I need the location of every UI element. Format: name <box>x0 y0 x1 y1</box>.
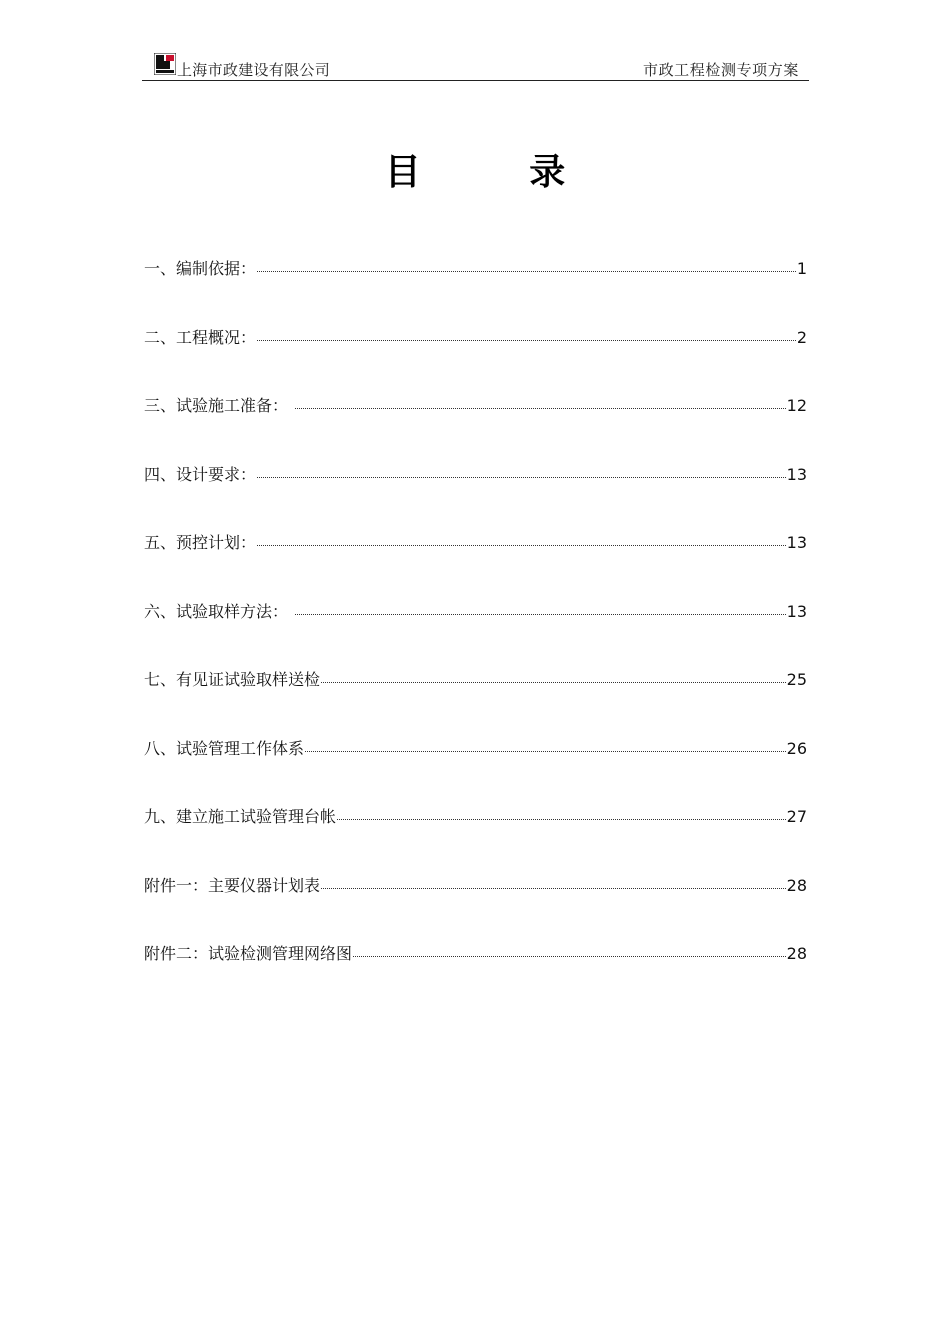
toc-entry-title: 一、编制依据： <box>144 259 257 278</box>
toc-page-number: 12 <box>786 396 807 415</box>
toc-page-number: 28 <box>786 876 807 895</box>
dot-leader <box>321 888 786 889</box>
toc-entry-title: 附件一：主要仪器计划表 <box>144 876 321 895</box>
toc-entry[interactable] <box>144 393 807 421</box>
dot-leader <box>257 545 786 546</box>
toc-entry-title: 五、预控计划： <box>144 533 257 552</box>
document-title: 市政工程检测专项方案 <box>642 61 799 79</box>
dot-leader <box>337 819 786 820</box>
toc-page-number: 25 <box>786 670 807 689</box>
page-header <box>142 50 809 81</box>
toc-page-number: 28 <box>786 944 807 963</box>
toc-page-number: 27 <box>786 807 807 826</box>
dot-leader <box>305 751 786 752</box>
toc-entry[interactable] <box>144 804 807 832</box>
company-logo-icon <box>154 53 176 75</box>
company-name: 上海市政建设有限公司 <box>177 61 331 79</box>
dot-leader <box>257 340 796 341</box>
toc-page-number: 1 <box>796 259 807 278</box>
toc-entry[interactable] <box>144 667 807 695</box>
toc-entry-title: 九、建立施工试验管理台帐 <box>144 807 337 826</box>
toc-entry-title: 三、试验施工准备： <box>144 396 289 415</box>
toc-entry[interactable] <box>144 941 807 969</box>
toc-entry-title: 四、设计要求： <box>144 465 257 484</box>
toc-entry[interactable] <box>144 530 807 558</box>
toc-entry[interactable] <box>144 873 807 901</box>
toc-entry[interactable] <box>144 736 807 764</box>
dot-leader <box>353 956 786 957</box>
toc-page-number: 13 <box>786 602 807 621</box>
dot-leader <box>321 682 786 683</box>
toc-entry[interactable] <box>144 599 807 627</box>
toc-entry-title: 二、工程概况： <box>144 328 257 347</box>
toc-entry[interactable] <box>144 462 807 490</box>
toc-entry-title: 六、试验取样方法： <box>144 602 289 621</box>
toc-page-number: 13 <box>786 465 807 484</box>
dot-leader <box>295 408 786 409</box>
toc-entry[interactable] <box>144 256 807 284</box>
toc-entry[interactable] <box>144 325 807 353</box>
toc-page-number: 2 <box>796 328 807 347</box>
dot-leader <box>295 614 786 615</box>
toc-heading: 目 录 <box>384 152 614 193</box>
toc-entry-title: 附件二：试验检测管理网络图 <box>144 944 353 963</box>
toc-entry-title: 八、试验管理工作体系 <box>144 739 305 758</box>
toc-page-number: 26 <box>786 739 807 758</box>
dot-leader <box>257 477 786 478</box>
toc-entry-title: 七、有见证试验取样送检 <box>144 670 321 689</box>
toc-page-number: 13 <box>786 533 807 552</box>
dot-leader <box>257 271 796 272</box>
